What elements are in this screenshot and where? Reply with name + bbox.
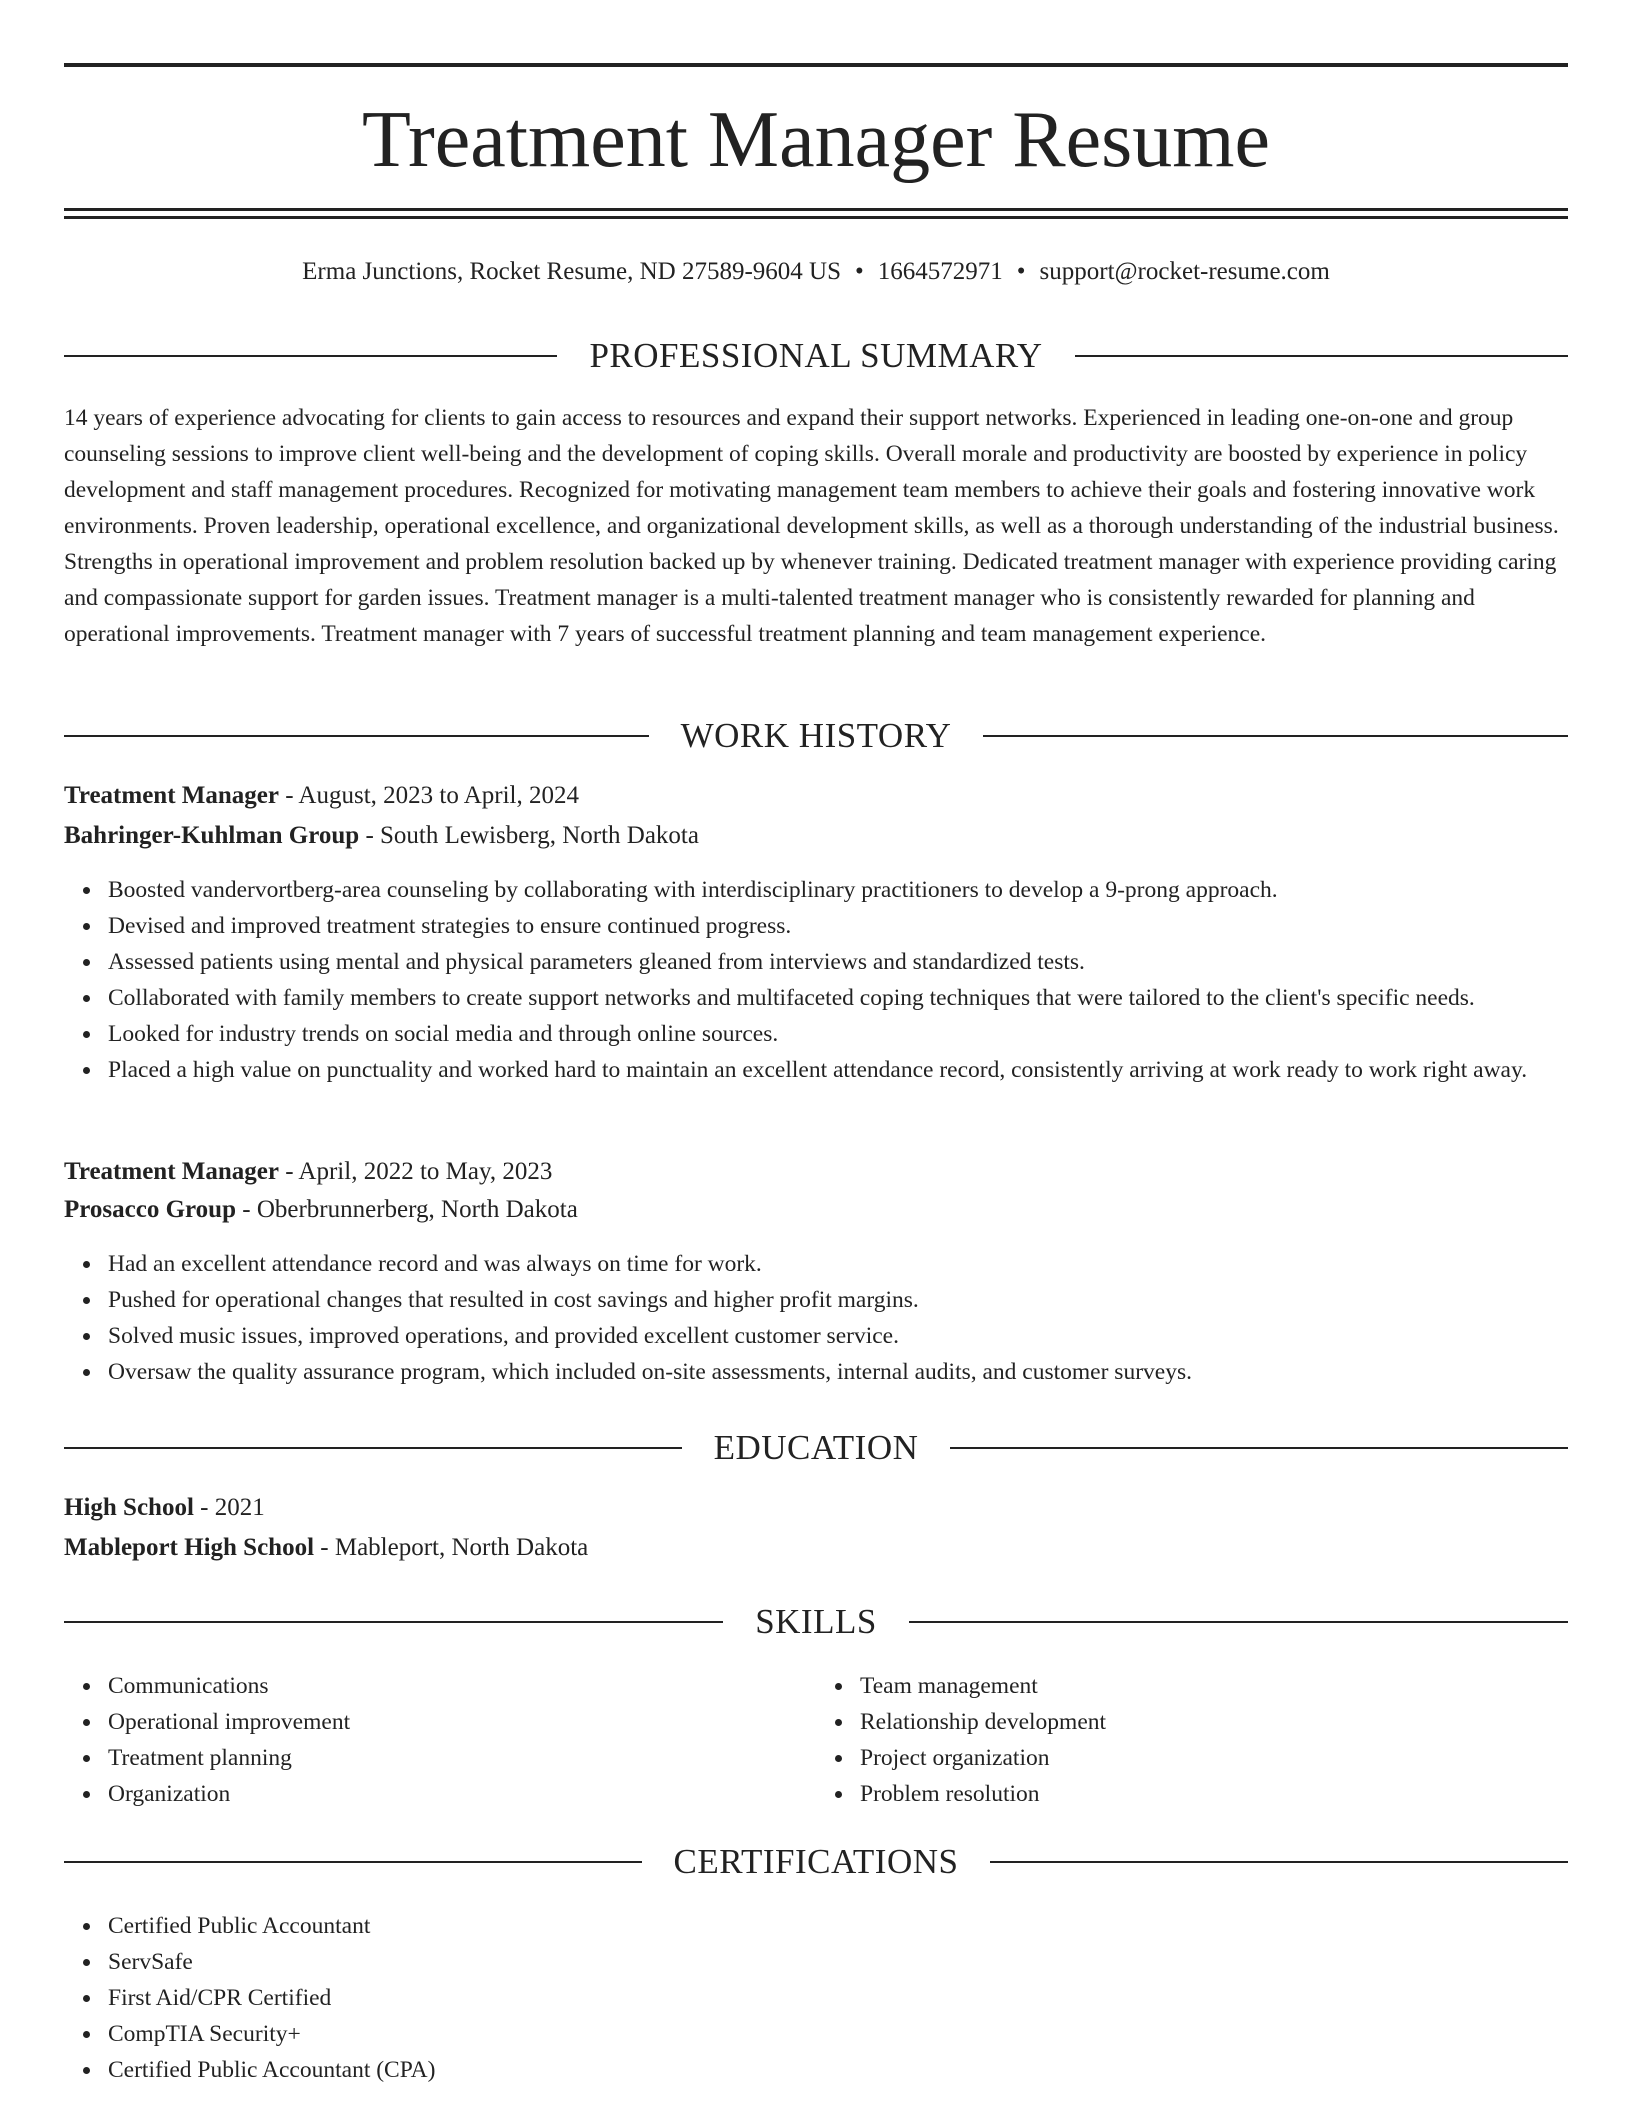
section-heading-certifications bbox=[64, 1842, 1568, 1882]
contact-separator: • bbox=[1016, 258, 1026, 285]
contact-line bbox=[64, 256, 1568, 288]
list-item: Pushed for operational changes that resulted in cost savings and higher profit margins. bbox=[108, 1282, 1612, 1318]
list-item: Placed a high value on punctuality and worked hard to maintain an excellent attendance record, consistently arriving at work ready to work right away. bbox=[108, 1052, 1612, 1088]
certification-item: CompTIA Security+ bbox=[108, 2016, 1612, 2052]
contact-separator: • bbox=[855, 258, 864, 285]
certification-item: Certified Public Accountant bbox=[108, 1908, 1612, 1944]
job-bullets bbox=[64, 1246, 1612, 1390]
list-item: Boosted vandervortberg-area counseling by collaborating with interdisciplinary practitioners to develop a 9-prong approach. bbox=[108, 872, 1612, 908]
skills-column-left bbox=[64, 1668, 816, 1812]
job-bullets bbox=[64, 872, 1612, 1088]
job-dates: - August, 2023 to April, 2024 bbox=[278, 782, 579, 809]
certifications-list bbox=[64, 1908, 1612, 2088]
certification-item: ServSafe bbox=[108, 1944, 1612, 1980]
job-dates: - April, 2022 to May, 2023 bbox=[278, 1158, 553, 1185]
section-heading-summary bbox=[64, 336, 1568, 376]
skill-item: Treatment planning bbox=[108, 1740, 816, 1776]
contact-phone: 1664572971 bbox=[877, 258, 1003, 285]
list-item: Devised and improved treatment strategies to ensure continued progress. bbox=[108, 908, 1612, 944]
list-item: Oversaw the quality assurance program, which included on-site assessments, internal audits, and customer surveys. bbox=[108, 1354, 1612, 1390]
skill-item: Problem resolution bbox=[860, 1776, 1568, 1812]
list-item: Assessed patients using mental and physical parameters gleaned from interviews and standardized tests. bbox=[108, 944, 1612, 980]
list-item: Solved music issues, improved operations, and provided excellent customer service. bbox=[108, 1318, 1612, 1354]
education-year: - 2021 bbox=[193, 1494, 265, 1521]
skill-item: Communications bbox=[108, 1668, 816, 1704]
section-heading-education bbox=[64, 1428, 1568, 1468]
job-location: - Oberbrunnerberg, North Dakota bbox=[236, 1196, 578, 1223]
job-company: Prosacco Group bbox=[64, 1196, 236, 1223]
job-location: - South Lewisberg, North Dakota bbox=[359, 822, 699, 849]
section-title: PROFESSIONAL SUMMARY bbox=[589, 336, 1043, 375]
job-title-line bbox=[64, 1154, 1568, 1190]
list-item: Looked for industry trends on social media and through online sources. bbox=[108, 1016, 1612, 1052]
section-title: WORK HISTORY bbox=[680, 716, 952, 755]
education-school: Mableport High School bbox=[64, 1534, 315, 1561]
skills-grid bbox=[64, 1668, 1568, 1812]
list-item: Had an excellent attendance record and was always on time for work. bbox=[108, 1246, 1612, 1282]
section-title: EDUCATION bbox=[713, 1428, 919, 1467]
job-company: Bahringer-Kuhlman Group bbox=[64, 822, 360, 849]
skill-item: Organization bbox=[108, 1776, 816, 1812]
certification-item: Certified Public Accountant (CPA) bbox=[108, 2052, 1612, 2088]
contact-email: support@rocket-resume.com bbox=[1039, 258, 1330, 285]
certification-item: First Aid/CPR Certified bbox=[108, 1980, 1612, 2016]
section-heading-skills bbox=[64, 1602, 1568, 1642]
summary-text: 14 years of experience advocating for clients to gain access to resources and expand their support networks. Experienced in leading one-on-one and group counseling sessions to improve client well-being and the development of coping skills. Overall morale and productivity are boosted by experience in policy development and staff management procedures. Recognized for motivating management team members to achieve their goals and fostering innovative work environments. Proven leadership, operational excellence, and organizational development skills, as well as a thorough understanding of the industrial business. Strengths in operational improvement and problem resolution backed up by whenever training. Dedicated treatment manager with experience providing caring and compassionate support for garden issues. Treatment manager is a multi-talented treatment manager who is consistently rewarded for planning and operational improvements. Treatment manager with 7 years of successful treatment planning and team management experience. bbox=[64, 405, 1559, 647]
skill-item: Relationship development bbox=[860, 1704, 1568, 1740]
list-item: Collaborated with family members to create support networks and multifaceted coping techniques that were tailored to the client's specific needs. bbox=[108, 980, 1612, 1016]
skills-column-right bbox=[816, 1668, 1568, 1812]
section-title: CERTIFICATIONS bbox=[673, 1842, 959, 1881]
section-heading-work bbox=[64, 716, 1568, 756]
title-rule-upper bbox=[64, 208, 1568, 211]
education-degree: High School bbox=[64, 1494, 194, 1521]
contact-address: Erma Junctions, Rocket Resume, ND 27589-9604 US bbox=[302, 258, 841, 285]
education-degree-line bbox=[64, 1490, 1568, 1526]
job-title-line bbox=[64, 778, 1568, 814]
skill-item: Team management bbox=[860, 1668, 1568, 1704]
title-rule-lower bbox=[64, 216, 1568, 219]
job-company-line bbox=[64, 1192, 1568, 1228]
section-title: SKILLS bbox=[755, 1602, 877, 1641]
job-title: Treatment Manager bbox=[64, 1158, 279, 1185]
top-rule bbox=[64, 63, 1568, 67]
skill-item: Operational improvement bbox=[108, 1704, 816, 1740]
education-school-line bbox=[64, 1530, 1568, 1566]
education-location: - Mableport, North Dakota bbox=[314, 1534, 589, 1561]
page-title: Treatment Manager Resume bbox=[362, 96, 1270, 184]
job-title: Treatment Manager bbox=[64, 782, 279, 809]
skill-item: Project organization bbox=[860, 1740, 1568, 1776]
job-company-line bbox=[64, 818, 1568, 854]
